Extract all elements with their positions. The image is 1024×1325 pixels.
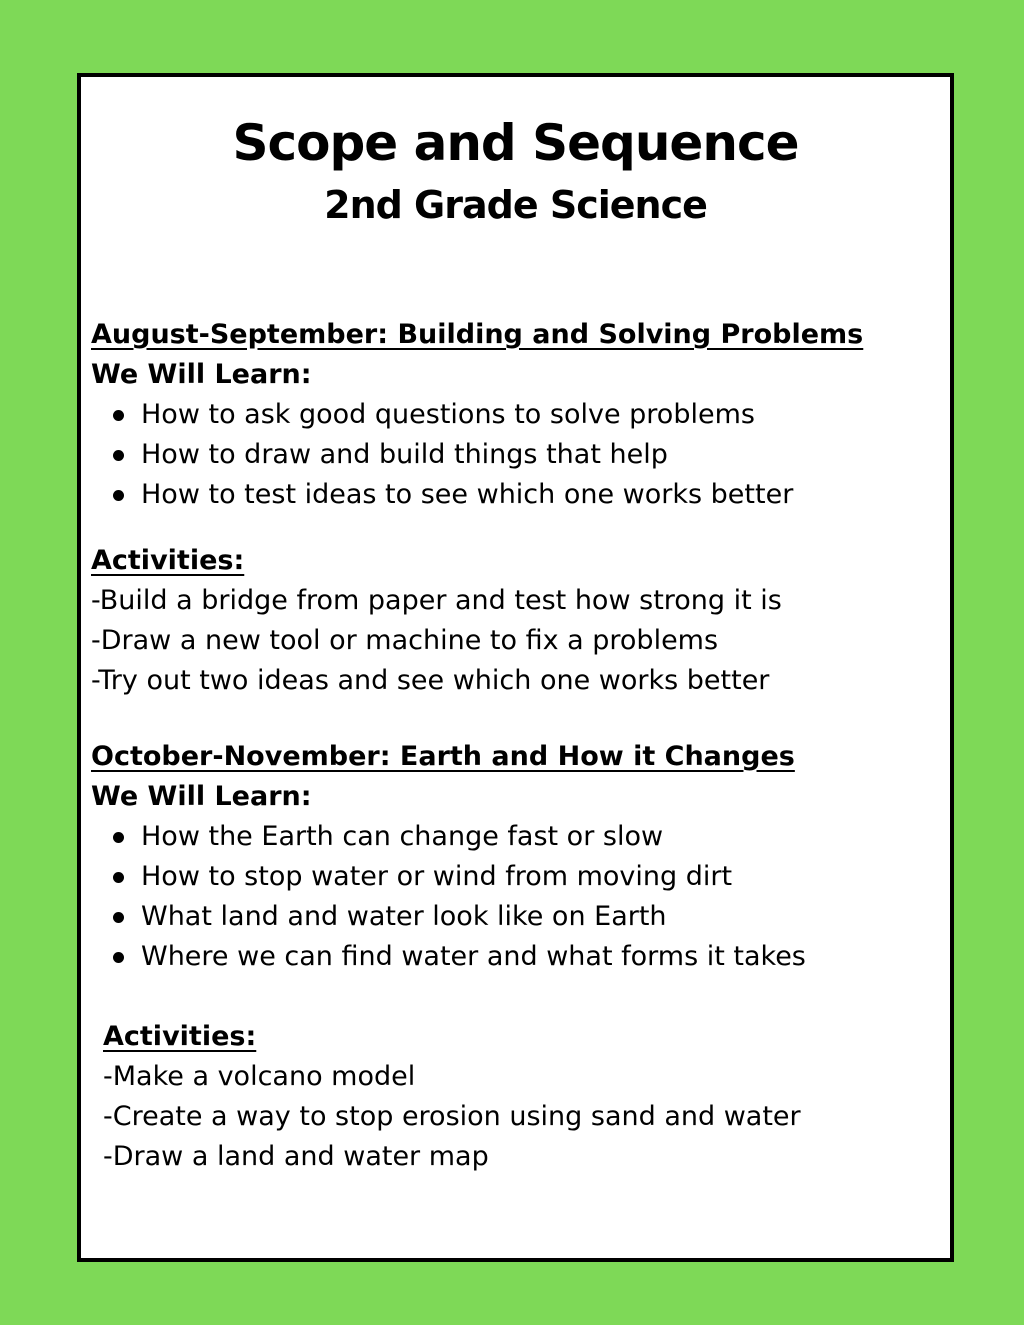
bullet-icon [113, 832, 124, 843]
section-heading: August-September: Building and Solving Problems [91, 319, 864, 350]
activity-line: -Try out two ideas and see which one works better [91, 665, 770, 696]
activity-line: -Draw a new tool or machine to fix a problems [91, 625, 719, 656]
activities-aug-sep [91, 541, 931, 701]
list-item-text: Where we can find water and what forms it takes [141, 941, 806, 972]
activity-line: -Build a bridge from paper and test how strong it is [91, 585, 782, 616]
list-item-text: How to draw and build things that help [141, 439, 668, 470]
list-item-text: What land and water look like on Earth [141, 901, 667, 932]
section-aug-sep [91, 315, 931, 515]
list-item [91, 475, 931, 515]
activities-oct-nov [103, 1017, 943, 1177]
activity-line: -Make a volcano model [103, 1061, 416, 1092]
page-title: Scope and Sequence [232, 114, 799, 172]
list-item [91, 395, 931, 435]
list-item [91, 435, 931, 475]
bullet-icon [113, 872, 124, 883]
learn-label: We Will Learn: [91, 781, 312, 812]
learn-list [91, 395, 931, 515]
list-item-text: How to stop water or wind from moving dirt [141, 861, 733, 892]
activity-line: -Draw a land and water map [103, 1141, 489, 1172]
list-item [91, 817, 931, 857]
learn-list [91, 817, 931, 977]
list-item-text: How the Earth can change fast or slow [141, 821, 664, 852]
bullet-icon [113, 912, 124, 923]
activity-line: -Create a way to stop erosion using sand and water [103, 1101, 801, 1132]
list-item [91, 897, 931, 937]
bullet-icon [113, 410, 124, 421]
document-card [77, 73, 954, 1262]
learn-label: We Will Learn: [91, 359, 312, 390]
page-subtitle: 2nd Grade Science [324, 183, 707, 227]
list-item-text: How to ask good questions to solve problems [141, 399, 755, 430]
list-item [91, 937, 931, 977]
bullet-icon [113, 450, 124, 461]
list-item-text: How to test ideas to see which one works better [141, 479, 794, 510]
section-oct-nov [91, 737, 931, 977]
activities-heading: Activities: [103, 1021, 257, 1052]
activities-heading: Activities: [91, 545, 245, 576]
list-item [91, 857, 931, 897]
section-heading: October-November: Earth and How it Changes [91, 741, 795, 772]
bullet-icon [113, 490, 124, 501]
bullet-icon [113, 952, 124, 963]
